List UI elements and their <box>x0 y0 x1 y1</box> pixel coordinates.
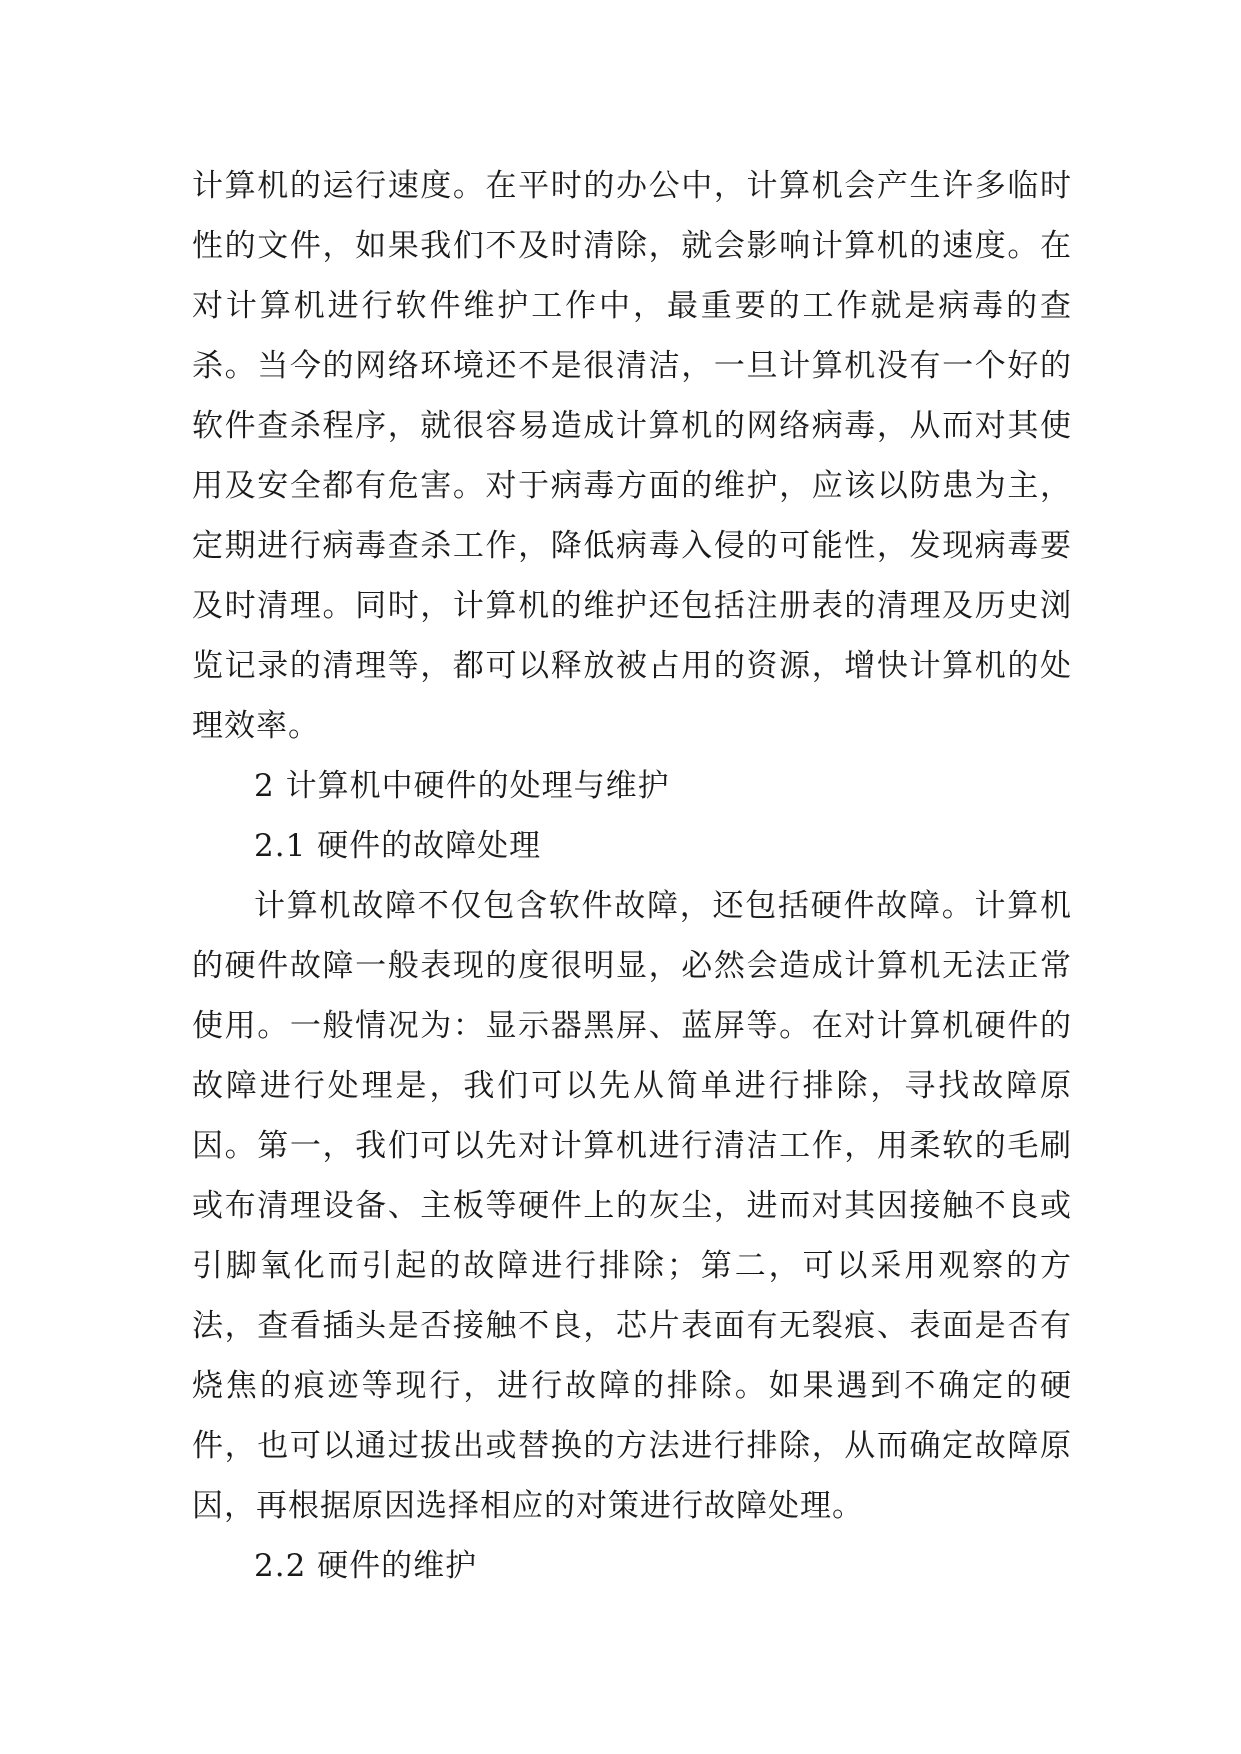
subsection-heading-hardware-maintenance: 2.2 硬件的维护 <box>254 1548 478 1584</box>
section-heading-hardware: 2 计算机中硬件的处理与维护 <box>254 768 670 804</box>
document-body <box>192 156 1072 1596</box>
paragraph-software-maintenance: 计算机的运行速度。在平时的办公中，计算机会产生许多临时性的文件，如果我们不及时清除，就会影响计算机的速度。在对计算机进行软件维护工作中，最重要的工作就是病毒的查杀。当今的网络环境还不是很清洁，一旦计算机没有一个好的软件查杀程序，就很容易造成计算机的网络病毒，从而对其使用及安全都有危害。对于病毒方面的维护，应该以防患为主，定期进行病毒查杀工作，降低病毒入侵的可能性，发现病毒要及时清理。同时，计算机的维护还包括注册表的清理及历史浏览记录的清理等，都可以释放被占用的资源，增快计算机的处理效率。 <box>192 168 1072 744</box>
subsection-heading-fault-handling: 2.1 硬件的故障处理 <box>254 828 542 864</box>
paragraph-hardware-fault: 计算机故障不仅包含软件故障，还包括硬件故障。计算机的硬件故障一般表现的度很明显，必然会造成计算机无法正常使用。一般情况为：显示器黑屏、蓝屏等。在对计算机硬件的故障进行处理是，我们可以先从简单进行排除，寻找故障原因。第一，我们可以先对计算机进行清洁工作，用柔软的毛刷或布清理设备、主板等硬件上的灰尘，进而对其因接触不良或引脚氧化而引起的故障进行排除；第二，可以采用观察的方法，查看插头是否接触不良，芯片表面有无裂痕、表面是否有烧焦的痕迹等现行，进行故障的排除。如果遇到不确定的硬件，也可以通过拔出或替换的方法进行排除，从而确定故障原因，再根据原因选择相应的对策进行故障处理。 <box>192 888 1072 1524</box>
